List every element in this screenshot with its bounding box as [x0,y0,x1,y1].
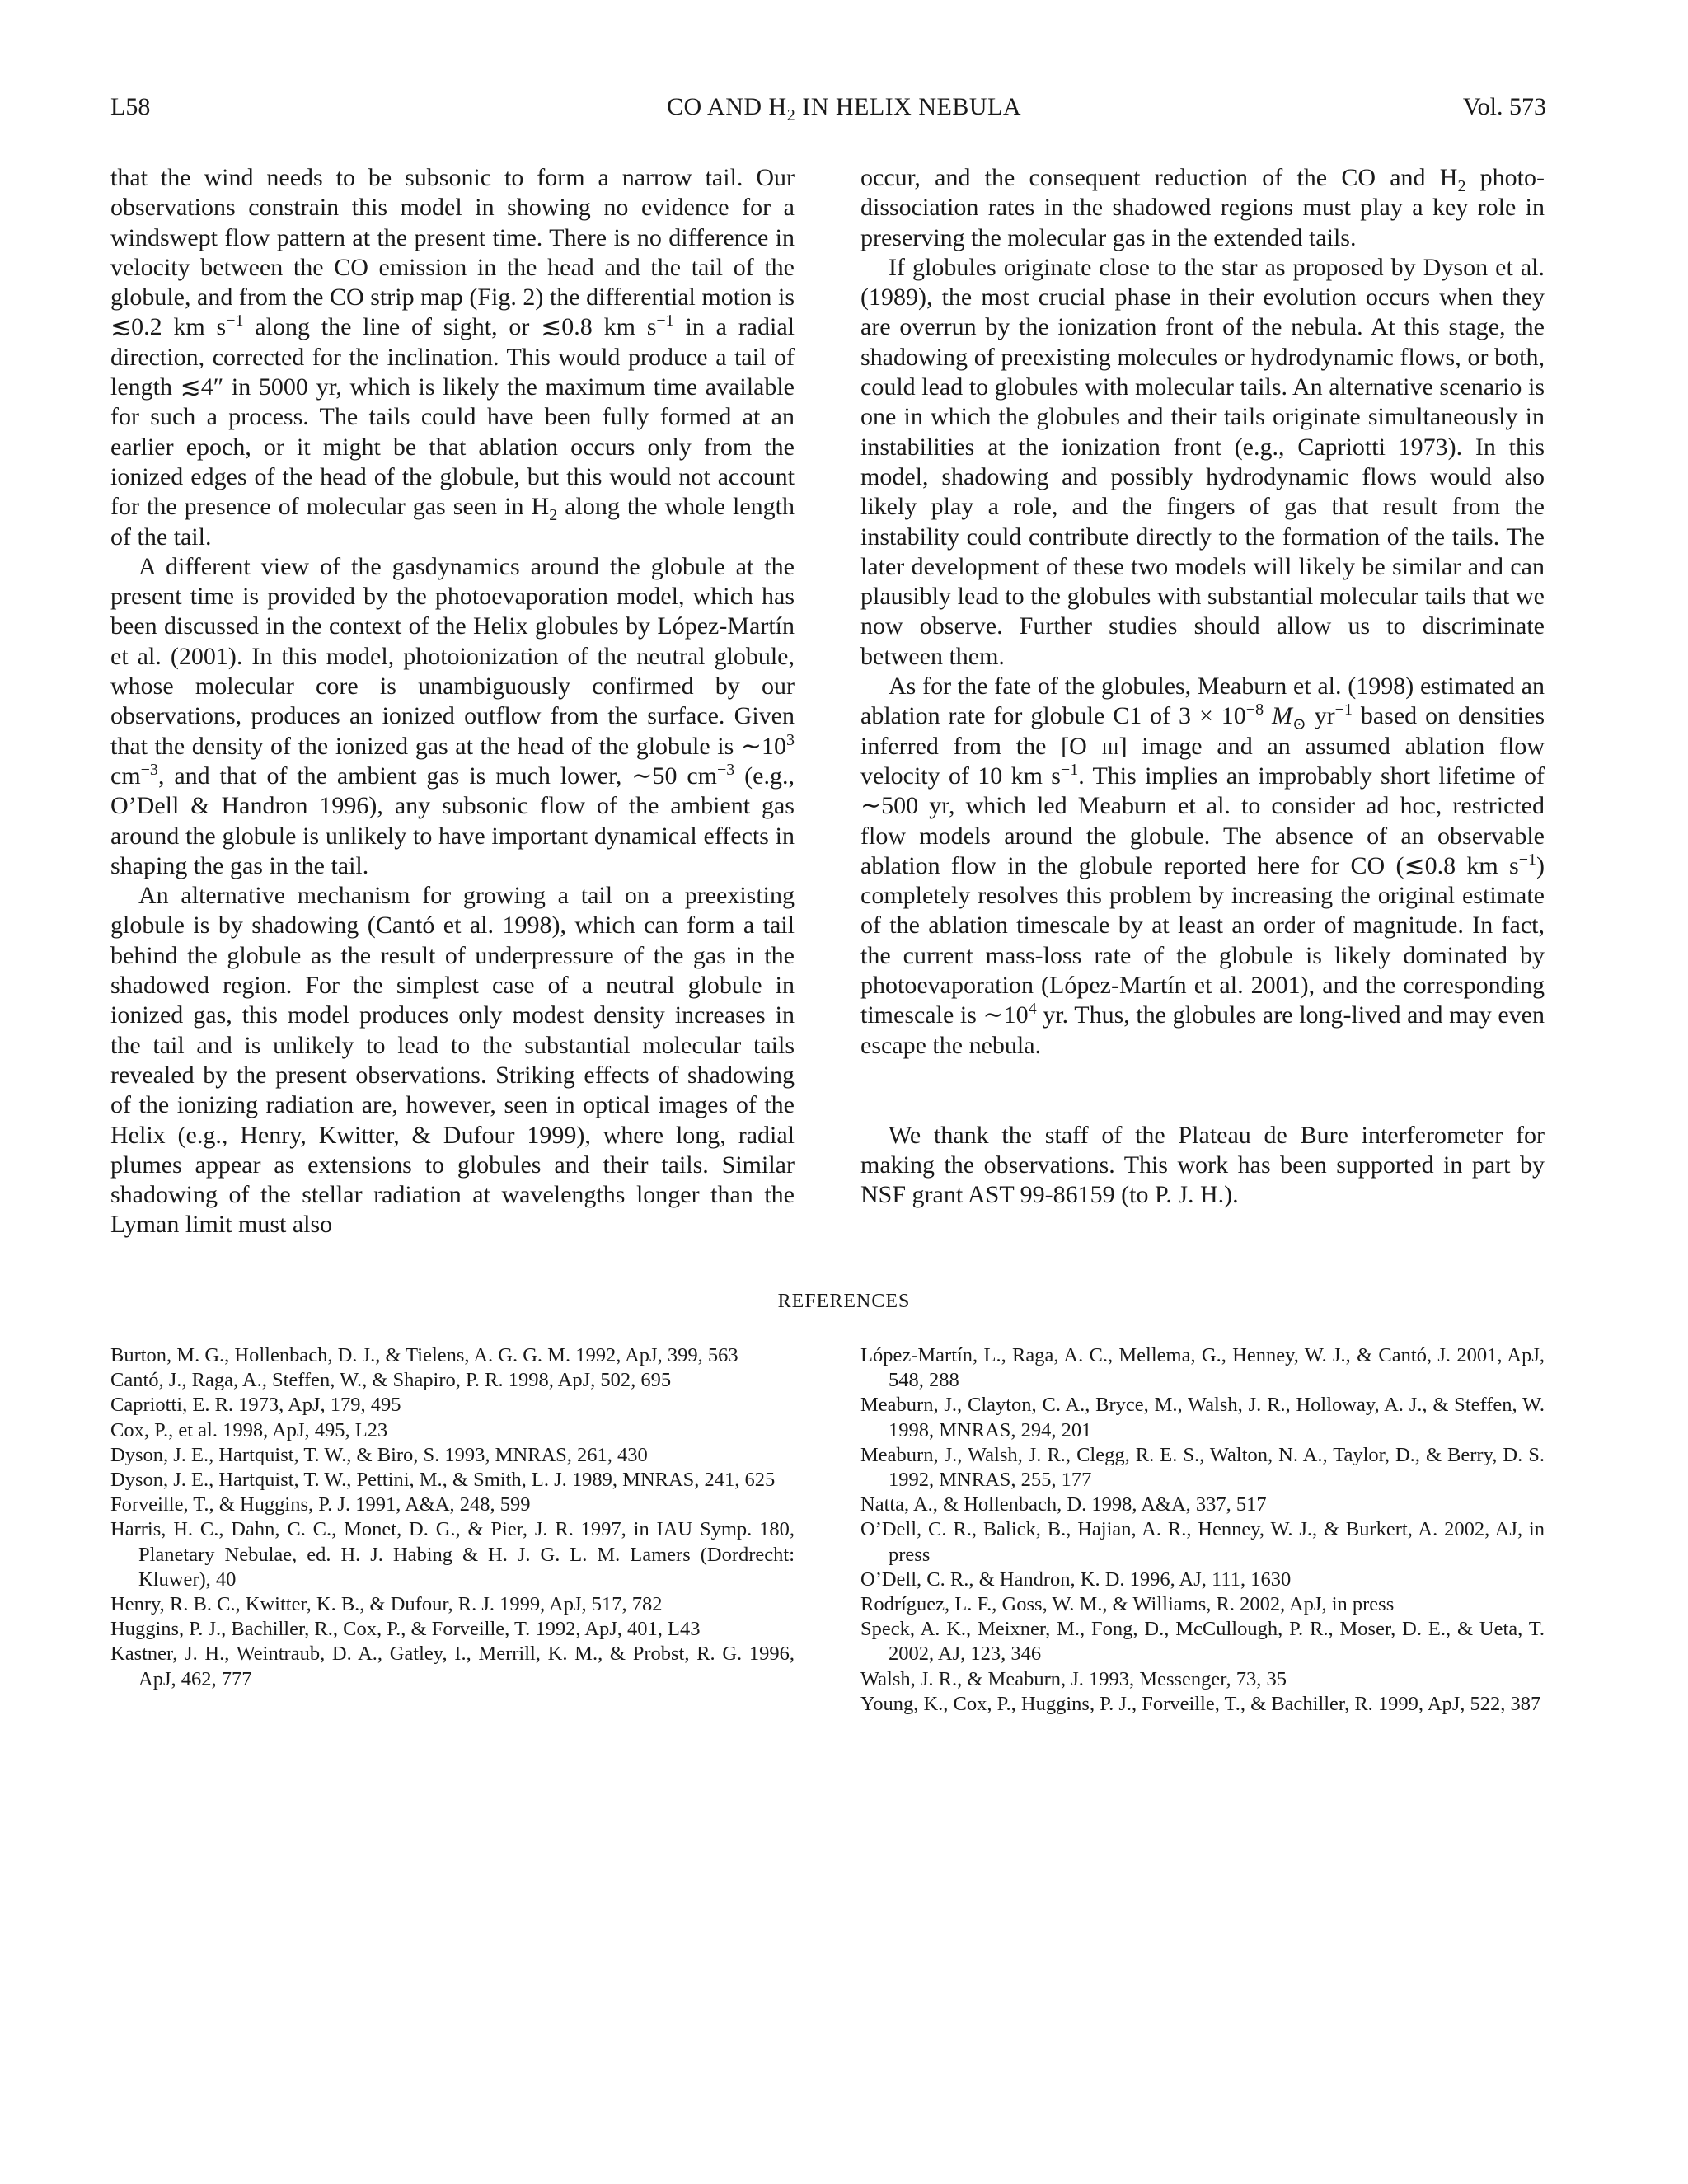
references-left-column [110,1343,795,1692]
reference-entry: López-Martín, L., Raga, A. C., Mellema, G., Henney, W. J., & Cantó, J. 2001, ApJ, 548, 288 [860,1344,1545,1392]
references-right-column [860,1343,1545,1717]
reference-entry: Speck, A. K., Meixner, M., Fong, D., McCullough, P. R., Moser, D. E., & Ueta, T. 2002, AJ, 123, 346 [860,1618,1545,1666]
reference-entry: Walsh, J. R., & Meaburn, J. 1993, Messenger, 73, 35 [860,1667,1287,1690]
reference-entry: Harris, H. C., Dahn, C. C., Monet, D. G., & Pier, J. R. 1997, in IAU Symp. 180, Planetary Nebulae, ed. H. J. Habing & H. J. G. L. M. Lamers (Dordrecht: Kluwer), 40 [110,1518,795,1591]
reference-entry: Young, K., Cox, P., Huggins, P. J., Forveille, T., & Bachiller, R. 1999, ApJ, 522, 387 [860,1692,1541,1715]
text-run: ] image and an assumed ablation flow velocity of 10 km s [860,732,1545,790]
text-run: that the wind needs to be subsonic to form a narrow tail. Our observations constrain this model in showing no evidence for a windswept flow pattern at the present time. There is no difference in velocity between the CO emission in the head and the tail of the globule, and from the CO strip map (Fig. 2) the differential motion is ≲0.2 km s [110,164,795,341]
text-run: , and that of the ambient gas is much lower, ∼50 cm [157,762,717,790]
text-run: As for the fate of the globules, Meaburn et al. (1998) estimated an ablation rate for globule C1 of 3 × 10 [860,673,1545,730]
text-run: along the whole length of the tail. [110,493,795,551]
text-run: yr. Thus, the globules are long-lived and may even escape the nebula. [860,1001,1545,1059]
reference-entry: Meaburn, J., Clayton, C. A., Bryce, M., Walsh, J. R., Holloway, A. J., & Steffen, W. 1998, MNRAS, 294, 201 [860,1394,1545,1441]
reference-entry: O’Dell, C. R., Balick, B., Hajian, A. R., Henney, W. J., & Burkert, A. 2002, AJ, in press [860,1518,1545,1566]
text-run: based on densities inferred from the [O [860,702,1545,760]
text-run: along the line of sight, or ≲0.8 km s [243,313,657,341]
text-run: . This implies an improbably short lifetime of ∼500 yr, which led Meaburn et al. to consider ad hoc, restricted flow models around the globule. The absence of an observable ablation flow in the globule reported here for CO (≲0.8 km s [860,762,1545,879]
paragraph-shadowing: An alternative mechanism for growing a tail on a preexisting globule is by shadowing (Cantó et al. 1998), which can form a tail behind the globule as the result of underpressure of the gas in the shadowed region. For the simplest case of a neutral globule in ionized gas, this model produces only modest density increases in the tail and is unlikely to lead to the substantial molecular tails revealed by the present observations. Striking effects of shadowing of the ionizing radiation are, however, seen in optical images of the Helix (e.g., Henry, Kwitter, & Dufour 1999), where long, radial plumes appear as extensions to globules and their tails. Similar shadowing of the stellar radiation at wavelengths longer than the Lyman limit must also [110,882,795,1239]
paragraph-photoevaporation: A different view of the gasdynamics around the globule at the present time is provided by the photoevaporation model, which has been discussed in the context of the Helix globules by López-Martín et al. (2001). In this model, photoionization of the neutral globule, whose molecular core is unambiguously confirmed by our observations, produces an ionized outflow from the surface. Given that the density of the ionized gas at the head of the globule is $\sim 10^3$ $cm^{-3}$, and that of the ambient gas is much lower, ∼50 $cm^{-3}$ (e.g., O’Dell & Handron 1996), any subsonic flow of the ambient gas around the globule is unlikely to have important dynamical effects in shaping the gas in the tail. [110,552,795,879]
reference-entry: Rodríguez, L. F., Goss, W. M., & Williams, R. 2002, ApJ, in press [860,1593,1395,1616]
reference-entry: Dyson, J. E., Hartquist, T. W., & Biro, S. 1993, MNRAS, 261, 430 [110,1443,648,1466]
right-column [860,163,1545,1210]
volume-label: Vol. 573 [1462,93,1546,120]
reference-entry: O’Dell, C. R., & Handron, K. D. 1996, AJ, 111, 1630 [860,1568,1292,1591]
reference-entry: Huggins, P. J., Bachiller, R., Cox, P., & Forveille, T. 1992, ApJ, 401, L43 [110,1618,701,1641]
left-column [110,163,795,1240]
reference-entry: Forveille, T., & Huggins, P. J. 1991, A&A, 248, 599 [110,1493,531,1516]
reference-entry: Capriotti, E. R. 1973, ApJ, 179, 495 [110,1394,401,1417]
reference-entry: Dyson, J. E., Hartquist, T. W., Pettini, M., & Smith, L. J. 1989, MNRAS, 241, 625 [110,1469,776,1492]
text-run: ) completely resolves this problem by increasing the original estimate of the ablation timescale by at least an order of magnitude. In fact, the current mass-loss rate of the globule is likely dominated by photoevaporation (López-Martín et al. 2001), and the corresponding timescale is ∼10 [860,851,1545,1029]
text-run: yr [1306,702,1335,730]
reference-entry: Cox, P., et al. 1998, ApJ, 495, L23 [110,1418,388,1441]
text-run: (e.g., O’Dell & Handron 1996), any subsonic flow of the ambient gas around the globule is unlikely to have important dynamical effects in shaping the gas in the tail. [110,762,795,879]
paragraph-fate: As for the fate of the globules, Meaburn et al. (1998) estimated an ablation rate for globule C1 of $3 \times 10^{-8}$ $M_⊙$ $yr^{-1}$ based on densities inferred from the [O iii] image and an assumed ablation flow velocity of 10 km $s^{-1}$. This implies an improbably short lifetime of ∼500 yr, which led Meaburn et al. to consider ad hoc, restricted flow models around the globule. The absence of an observable ablation flow in the globule reported here for CO (≲0.8 km $s^{-1}$) completely resolves this problem by increasing the original estimate of the ablation timescale by at least an order of magnitude. In fact, the current mass-loss rate of the globule is likely dominated by photoevaporation (López-Martín et al. 2001), and the corresponding timescale is $\sim 10^4$ yr. Thus, the globules are long-lived and may even escape the nebula. [860,673,1545,1059]
reference-entry: Cantó, J., Raga, A., Steffen, W., & Shapiro, P. R. 1998, ApJ, 502, 695 [110,1369,672,1392]
text-run: cm [110,762,141,790]
acknowledgments: We thank the staff of the Plateau de Bure interferometer for making the observations. This work has been supported in part by NSF grant AST 99-86159 (to P. J. H.). [860,1121,1545,1209]
text-run: photo-dissociation rates in the shadowed regions must play a key role in preserving the molecular gas in the extended tails. [860,164,1545,251]
text-run: in a radial direction, corrected for the inclination. This would produce a tail of length ≲4″ in 5000 yr, which is likely the maximum time available for such a process. The tails could have been fully formed at an earlier epoch, or it might be that ablation occurs only from the ionized edges of the head of the globule, but this would not account for the presence of molecular gas seen in H [110,313,795,521]
reference-entry: Meaburn, J., Walsh, J. R., Clegg, R. E. S., Walton, N. A., Taylor, D., & Berry, D. S. 1992, MNRAS, 255, 177 [860,1443,1545,1492]
paragraph-origin: If globules originate close to the star as proposed by Dyson et al. (1989), the most crucial phase in their evolution occurs when they are overrun by the ionization front of the nebula. At this stage, the shadowing of preexisting molecules or hydrodynamic flows, or both, could lead to globules with molecular tails. An alternative scenario is one in which the globules and their tails originate simultaneously in instabilities at the ionization front (e.g., Capriotti 1973). In this model, shadowing and possibly hydrodynamic flows would also likely play a role, and the fingers of gas that result from the instability could contribute directly to the formation of the tails. The later development of these two models will likely be similar and can plausibly lead to the globules with substantial molecular tails that we now observe. Further studies should allow us to discriminate between them. [860,253,1545,670]
page-number: L58 [110,93,151,120]
reference-entry: Kastner, J. H., Weintraub, D. A., Gatley, I., Merrill, K. M., & Probst, R. G. 1996, ApJ, 462, 777 [110,1643,795,1690]
paragraph-photodissociation: occur, and the consequent reduction of the CO and $H_2$ photo-dissociation rates in the shadowed regions must play a key role in preserving the molecular gas in the extended tails. [860,164,1545,251]
reference-entry: Henry, R. B. C., Kwitter, K. B., & Dufour, R. J. 1999, ApJ, 517, 782 [110,1593,663,1616]
paragraph-wind: that the wind needs to be subsonic to form a narrow tail. Our observations constrain this model in showing no evidence for a windswept flow pattern at the present time. There is no difference in velocity between the CO emission in the head and the tail of the globule, and from the CO strip map (Fig. 2) the differential motion is ≲0.2 km $s^{-1}$ along the line of sight, or ≲0.8 km $s^{-1}$ in a radial direction, corrected for the inclination. This would produce a tail of length ≲4″ in 5000 yr, which is likely the maximum time available for such a process. The tails could have been fully formed at an earlier epoch, or it might be that ablation occurs only from the ionized edges of the head of the globule, but this would not account for the presence of molecular gas seen in $H_2$ along the whole length of the tail. [110,164,795,551]
reference-entry: Burton, M. G., Hollenbach, D. J., & Tielens, A. G. G. M. 1992, ApJ, 399, 563 [110,1344,738,1366]
references-heading: REFERENCES [777,1291,911,1312]
text-run: occur, and the consequent reduction of the CO and H [860,164,1458,191]
text-run: A different view of the gasdynamics around the globule at the present time is provided by the photoevaporation model, which has been discussed in the context of the Helix globules by López-Martín et al. (2001). In this model, photoionization of the neutral globule, whose molecular core is unambiguously confirmed by our observations, produces an ionized outflow from the surface. Given that the density of the ionized gas at the head of the globule is ∼10 [110,552,795,760]
reference-entry: Natta, A., & Hollenbach, D. 1998, A&A, 337, 517 [860,1493,1267,1516]
running-title: CO AND $H_2$ IN HELIX NEBULA [667,93,1021,124]
